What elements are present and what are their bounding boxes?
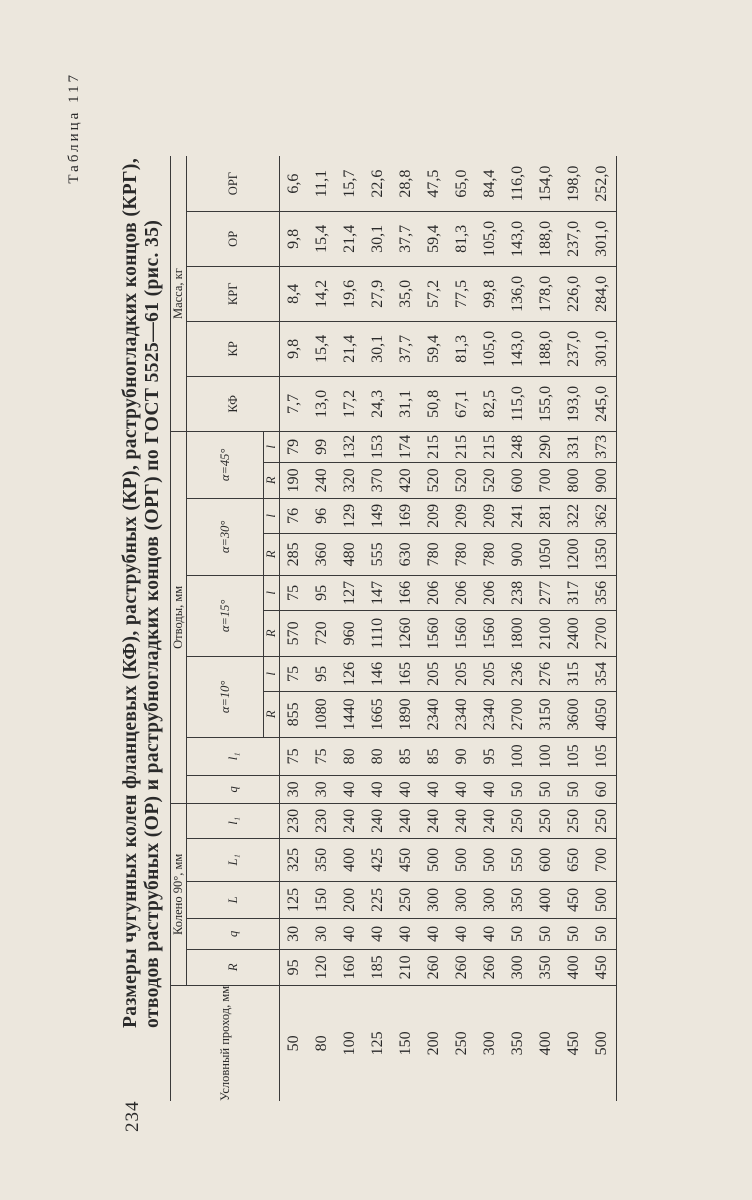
table-cell: 215 bbox=[448, 431, 476, 462]
header-knee-L: L bbox=[187, 881, 280, 918]
table-cell: 174 bbox=[392, 431, 420, 462]
table-cell: 160 bbox=[336, 949, 364, 985]
table-cell: 129 bbox=[336, 498, 364, 533]
table-cell: 50 bbox=[532, 775, 560, 803]
table-cell: 1260 bbox=[392, 610, 420, 656]
table-cell: 240 bbox=[308, 462, 336, 498]
table-cell: 146 bbox=[364, 656, 392, 691]
table-cell: 350 bbox=[504, 881, 532, 918]
table-cell: 166 bbox=[392, 575, 420, 610]
header-mass-KF: КФ bbox=[187, 376, 280, 431]
table-cell: 300 bbox=[448, 881, 476, 918]
table-cell: 22,6 bbox=[364, 156, 392, 211]
header-mass: Масса, кг bbox=[171, 156, 187, 431]
title-line-2: отводов раструбных (ОР) и раструбногладких концов (ОРГ) по ГОСТ 5525—61 (рис. 35) bbox=[142, 219, 163, 1028]
table-cell: 79 bbox=[280, 431, 309, 462]
table-body bbox=[280, 156, 617, 1101]
table-cell: 30 bbox=[308, 775, 336, 803]
header-angle-30: α=30° bbox=[187, 498, 264, 575]
table-cell: 105 bbox=[560, 737, 588, 775]
table-cell: 209 bbox=[448, 498, 476, 533]
table-cell: 600 bbox=[504, 462, 532, 498]
table-cell: 37,7 bbox=[392, 321, 420, 376]
table-cell: 230 bbox=[280, 803, 309, 838]
table-cell: 50 bbox=[588, 918, 617, 949]
header-a10-R: R bbox=[264, 691, 280, 737]
header-mass-OR: ОР bbox=[187, 211, 280, 266]
table-cell: 237,0 bbox=[560, 321, 588, 376]
table-cell: 400 bbox=[336, 838, 364, 881]
table-cell: 206 bbox=[420, 575, 448, 610]
table-cell: 200 bbox=[336, 881, 364, 918]
table-title bbox=[120, 128, 164, 1028]
row-conditional-passage: 100 bbox=[341, 1031, 358, 1056]
table-cell: 105 bbox=[588, 737, 617, 775]
table-row bbox=[308, 156, 336, 1101]
table-cell: 50 bbox=[560, 918, 588, 949]
table-cell: 30,1 bbox=[364, 321, 392, 376]
table-cell: 209 bbox=[476, 498, 504, 533]
table-cell: 13,0 bbox=[308, 376, 336, 431]
table-cell: 1050 bbox=[532, 533, 560, 575]
table-cell: 76 bbox=[280, 498, 309, 533]
header-bends: Отводы, мм bbox=[171, 431, 187, 803]
table-cell: 960 bbox=[336, 610, 364, 656]
table-cell: 520 bbox=[476, 462, 504, 498]
table-cell: 59,4 bbox=[420, 321, 448, 376]
table-cell: 237,0 bbox=[560, 211, 588, 266]
table-cell: 147 bbox=[364, 575, 392, 610]
table-cell: 300 bbox=[476, 881, 504, 918]
table-cell: 520 bbox=[420, 462, 448, 498]
table-cell: 252,0 bbox=[588, 156, 617, 211]
header-a15-R: R bbox=[264, 610, 280, 656]
header-knee: Колено 90°, мм bbox=[171, 803, 187, 985]
header-mass-KRG: КРГ bbox=[187, 266, 280, 321]
table-cell: 550 bbox=[504, 838, 532, 881]
table-cell: 245,0 bbox=[588, 376, 617, 431]
table-cell: 1080 bbox=[308, 691, 336, 737]
header-a45-l: l bbox=[264, 431, 280, 462]
row-conditional-passage: 200 bbox=[425, 1031, 442, 1056]
table-cell: 95 bbox=[280, 949, 309, 985]
table-cell: 400 bbox=[532, 881, 560, 918]
table-row bbox=[504, 156, 532, 1101]
header-mass-KR: КР bbox=[187, 321, 280, 376]
table-cell: 105,0 bbox=[476, 321, 504, 376]
table-cell: 900 bbox=[504, 533, 532, 575]
table-cell: 260 bbox=[420, 949, 448, 985]
table-cell: 105,0 bbox=[476, 211, 504, 266]
table-cell: 154,0 bbox=[532, 156, 560, 211]
table-cell: 4050 bbox=[588, 691, 617, 737]
table-cell: 356 bbox=[588, 575, 617, 610]
table-cell: 40 bbox=[336, 775, 364, 803]
table-cell: 40 bbox=[364, 775, 392, 803]
table-row bbox=[280, 156, 309, 1101]
row-conditional-passage: 400 bbox=[537, 1031, 554, 1056]
table-cell: 155,0 bbox=[532, 376, 560, 431]
table-cell: 40 bbox=[476, 775, 504, 803]
table-cell: 75 bbox=[280, 737, 309, 775]
table-cell: 169 bbox=[392, 498, 420, 533]
table-row bbox=[364, 156, 392, 1101]
table-cell: 370 bbox=[364, 462, 392, 498]
table-cell: 226,0 bbox=[560, 266, 588, 321]
table-cell: 150 bbox=[308, 881, 336, 918]
table-cell: 360 bbox=[308, 533, 336, 575]
table-cell: 115,0 bbox=[504, 376, 532, 431]
table-cell: 77,5 bbox=[448, 266, 476, 321]
table-cell: 50 bbox=[504, 918, 532, 949]
table-cell: 1560 bbox=[476, 610, 504, 656]
table-cell: 250 bbox=[504, 803, 532, 838]
table-cell: 47,5 bbox=[420, 156, 448, 211]
table-cell: 260 bbox=[448, 949, 476, 985]
table-cell: 320 bbox=[336, 462, 364, 498]
table-cell: 190 bbox=[280, 462, 309, 498]
table-cell: 11,1 bbox=[308, 156, 336, 211]
table-cell: 350 bbox=[532, 949, 560, 985]
table-cell: 260 bbox=[476, 949, 504, 985]
table-cell: 2340 bbox=[476, 691, 504, 737]
table-cell: 120 bbox=[308, 949, 336, 985]
table-cell: 400 bbox=[560, 949, 588, 985]
table-cell: 15,4 bbox=[308, 211, 336, 266]
table-cell: 27,9 bbox=[364, 266, 392, 321]
table-cell: 100 bbox=[504, 737, 532, 775]
table-cell: 30 bbox=[280, 775, 309, 803]
table-cell: 2340 bbox=[420, 691, 448, 737]
table-cell: 198,0 bbox=[560, 156, 588, 211]
table-cell: 3600 bbox=[560, 691, 588, 737]
table-cell: 855 bbox=[280, 691, 309, 737]
row-conditional-passage: 250 bbox=[453, 1031, 470, 1056]
table-cell: 205 bbox=[420, 656, 448, 691]
table-cell: 250 bbox=[560, 803, 588, 838]
table-cell: 82,5 bbox=[476, 376, 504, 431]
table-cell: 136,0 bbox=[504, 266, 532, 321]
table-cell: 99 bbox=[308, 431, 336, 462]
table-cell: 153 bbox=[364, 431, 392, 462]
table-cell: 500 bbox=[588, 881, 617, 918]
table-cell: 500 bbox=[476, 838, 504, 881]
table-cell: 99,8 bbox=[476, 266, 504, 321]
table-cell: 290 bbox=[532, 431, 560, 462]
table-cell: 354 bbox=[588, 656, 617, 691]
table-cell: 450 bbox=[392, 838, 420, 881]
table-cell: 322 bbox=[560, 498, 588, 533]
table-cell: 65,0 bbox=[448, 156, 476, 211]
table-cell: 215 bbox=[476, 431, 504, 462]
table-cell: 240 bbox=[364, 803, 392, 838]
table-cell: 720 bbox=[308, 610, 336, 656]
table-cell: 30,1 bbox=[364, 211, 392, 266]
table-cell: 50,8 bbox=[420, 376, 448, 431]
table-cell: 30 bbox=[308, 918, 336, 949]
row-conditional-passage: 300 bbox=[481, 1031, 498, 1056]
table-cell: 248 bbox=[504, 431, 532, 462]
table-cell: 240 bbox=[392, 803, 420, 838]
table-cell: 480 bbox=[336, 533, 364, 575]
table-cell: 75 bbox=[280, 656, 309, 691]
table-cell: 125 bbox=[280, 881, 309, 918]
header-knee-q: q bbox=[187, 918, 280, 949]
header-a15-l: l bbox=[264, 575, 280, 610]
table-cell: 700 bbox=[532, 462, 560, 498]
header-a30-l: l bbox=[264, 498, 280, 533]
table-cell: 40 bbox=[420, 918, 448, 949]
table-row bbox=[392, 156, 420, 1101]
table-cell: 350 bbox=[308, 838, 336, 881]
row-conditional-passage: 80 bbox=[313, 1035, 330, 1052]
header-knee-L1: L₁ bbox=[187, 838, 280, 881]
table-cell: 188,0 bbox=[532, 211, 560, 266]
table-cell: 1560 bbox=[448, 610, 476, 656]
table-label: Таблица 117 bbox=[66, 72, 82, 184]
table-cell: 14,2 bbox=[308, 266, 336, 321]
table-cell: 1560 bbox=[420, 610, 448, 656]
table-cell: 15,4 bbox=[308, 321, 336, 376]
table-cell: 31,1 bbox=[392, 376, 420, 431]
table-cell: 132 bbox=[336, 431, 364, 462]
table-cell: 2100 bbox=[532, 610, 560, 656]
table-cell: 40 bbox=[364, 918, 392, 949]
table-cell: 300 bbox=[504, 949, 532, 985]
table-cell: 81,3 bbox=[448, 321, 476, 376]
table-cell: 75 bbox=[280, 575, 309, 610]
table-cell: 95 bbox=[476, 737, 504, 775]
table-cell: 185 bbox=[364, 949, 392, 985]
table-cell: 21,4 bbox=[336, 211, 364, 266]
table-cell: 373 bbox=[588, 431, 617, 462]
table-cell: 500 bbox=[448, 838, 476, 881]
table-cell: 230 bbox=[308, 803, 336, 838]
table-cell: 205 bbox=[476, 656, 504, 691]
table-cell: 50 bbox=[560, 775, 588, 803]
table-cell: 277 bbox=[532, 575, 560, 610]
table-cell: 126 bbox=[336, 656, 364, 691]
table-cell: 40 bbox=[336, 918, 364, 949]
row-conditional-passage: 125 bbox=[369, 1031, 386, 1056]
table-row bbox=[532, 156, 560, 1101]
table-cell: 780 bbox=[476, 533, 504, 575]
table-cell: 300 bbox=[420, 881, 448, 918]
title-line-1: Размеры чугунных колен фланцевых (КФ), раструбных (КР), раструбногладких концов (КРГ), bbox=[120, 157, 141, 1028]
table-row bbox=[420, 156, 448, 1101]
table-cell: 9,8 bbox=[280, 321, 309, 376]
table-cell: 40 bbox=[420, 775, 448, 803]
table-cell: 780 bbox=[448, 533, 476, 575]
table-cell: 59,4 bbox=[420, 211, 448, 266]
table-cell: 500 bbox=[420, 838, 448, 881]
table-cell: 1440 bbox=[336, 691, 364, 737]
table-cell: 127 bbox=[336, 575, 364, 610]
table-cell: 240 bbox=[336, 803, 364, 838]
table-cell: 225 bbox=[364, 881, 392, 918]
table-row bbox=[336, 156, 364, 1101]
table-cell: 315 bbox=[560, 656, 588, 691]
table-cell: 40 bbox=[448, 918, 476, 949]
table-row bbox=[588, 156, 617, 1101]
table-cell: 143,0 bbox=[504, 211, 532, 266]
table-cell: 450 bbox=[560, 881, 588, 918]
table-cell: 188,0 bbox=[532, 321, 560, 376]
header-a10-l: l bbox=[264, 656, 280, 691]
header-a30-R: R bbox=[264, 533, 280, 575]
table-cell: 250 bbox=[392, 881, 420, 918]
header-a45-R: R bbox=[264, 462, 280, 498]
table-cell: 165 bbox=[392, 656, 420, 691]
table-cell: 1890 bbox=[392, 691, 420, 737]
table-cell: 40 bbox=[448, 775, 476, 803]
page-number: 234 bbox=[122, 1100, 143, 1132]
table-cell: 301,0 bbox=[588, 321, 617, 376]
table-cell: 178,0 bbox=[532, 266, 560, 321]
header-angle-15: α=15° bbox=[187, 575, 264, 656]
table-cell: 50 bbox=[504, 775, 532, 803]
table-row bbox=[448, 156, 476, 1101]
table-cell: 21,4 bbox=[336, 321, 364, 376]
table-cell: 80 bbox=[336, 737, 364, 775]
table-cell: 450 bbox=[588, 949, 617, 985]
table-cell: 17,2 bbox=[336, 376, 364, 431]
table-cell: 209 bbox=[420, 498, 448, 533]
table-cell: 241 bbox=[504, 498, 532, 533]
table-cell: 40 bbox=[476, 918, 504, 949]
table-cell: 215 bbox=[420, 431, 448, 462]
header-knee-R: R bbox=[187, 949, 280, 985]
table-cell: 800 bbox=[560, 462, 588, 498]
table-cell: 362 bbox=[588, 498, 617, 533]
table-cell: 95 bbox=[308, 656, 336, 691]
table-cell: 780 bbox=[420, 533, 448, 575]
table-cell: 240 bbox=[476, 803, 504, 838]
table-row bbox=[560, 156, 588, 1101]
table-cell: 650 bbox=[560, 838, 588, 881]
header-bend-q: q bbox=[187, 775, 280, 803]
table-cell: 210 bbox=[392, 949, 420, 985]
table-cell: 1200 bbox=[560, 533, 588, 575]
header-conditional-passage: Условный проход, мм bbox=[171, 985, 280, 1101]
table-cell: 100 bbox=[532, 737, 560, 775]
table-cell: 250 bbox=[532, 803, 560, 838]
header-mass-ORG: ОРГ bbox=[187, 156, 280, 211]
table-cell: 630 bbox=[392, 533, 420, 575]
table-cell: 7,7 bbox=[280, 376, 309, 431]
table-cell: 57,2 bbox=[420, 266, 448, 321]
table-cell: 67,1 bbox=[448, 376, 476, 431]
table-cell: 205 bbox=[448, 656, 476, 691]
table-cell: 85 bbox=[392, 737, 420, 775]
table-cell: 35,0 bbox=[392, 266, 420, 321]
table-cell: 2400 bbox=[560, 610, 588, 656]
table-row bbox=[476, 156, 504, 1101]
table-cell: 143,0 bbox=[504, 321, 532, 376]
table-cell: 15,7 bbox=[336, 156, 364, 211]
table-cell: 40 bbox=[392, 918, 420, 949]
table-cell: 193,0 bbox=[560, 376, 588, 431]
table-cell: 28,8 bbox=[392, 156, 420, 211]
table-cell: 700 bbox=[588, 838, 617, 881]
table-cell: 84,4 bbox=[476, 156, 504, 211]
table-cell: 206 bbox=[448, 575, 476, 610]
table-cell: 80 bbox=[364, 737, 392, 775]
table-cell: 24,3 bbox=[364, 376, 392, 431]
table-cell: 19,6 bbox=[336, 266, 364, 321]
header-angle-10: α=10° bbox=[187, 656, 264, 737]
table-cell: 1665 bbox=[364, 691, 392, 737]
table-cell: 1110 bbox=[364, 610, 392, 656]
table-cell: 30 bbox=[280, 918, 309, 949]
table-cell: 600 bbox=[532, 838, 560, 881]
table-cell: 317 bbox=[560, 575, 588, 610]
table-cell: 250 bbox=[588, 803, 617, 838]
table-cell: 116,0 bbox=[504, 156, 532, 211]
table-cell: 301,0 bbox=[588, 211, 617, 266]
table-cell: 37,7 bbox=[392, 211, 420, 266]
table-cell: 238 bbox=[504, 575, 532, 610]
table-cell: 1350 bbox=[588, 533, 617, 575]
dimensions-table bbox=[170, 156, 617, 1101]
header-angle-45: α=45° bbox=[187, 431, 264, 498]
table-cell: 9,8 bbox=[280, 211, 309, 266]
table-cell: 276 bbox=[532, 656, 560, 691]
row-conditional-passage: 350 bbox=[509, 1031, 526, 1056]
table-cell: 50 bbox=[532, 918, 560, 949]
table-cell: 331 bbox=[560, 431, 588, 462]
table-cell: 1800 bbox=[504, 610, 532, 656]
table-cell: 236 bbox=[504, 656, 532, 691]
table-cell: 2700 bbox=[588, 610, 617, 656]
table-cell: 6,6 bbox=[280, 156, 309, 211]
table-cell: 240 bbox=[420, 803, 448, 838]
header-bend-l1: l₁ bbox=[187, 737, 280, 775]
table-cell: 206 bbox=[476, 575, 504, 610]
table-cell: 96 bbox=[308, 498, 336, 533]
table-cell: 900 bbox=[588, 462, 617, 498]
table-cell: 520 bbox=[448, 462, 476, 498]
table-cell: 85 bbox=[420, 737, 448, 775]
table-cell: 40 bbox=[392, 775, 420, 803]
row-conditional-passage: 450 bbox=[565, 1031, 582, 1056]
table-cell: 81,3 bbox=[448, 211, 476, 266]
table-cell: 240 bbox=[448, 803, 476, 838]
table-cell: 95 bbox=[308, 575, 336, 610]
table-cell: 284,0 bbox=[588, 266, 617, 321]
table-cell: 90 bbox=[448, 737, 476, 775]
table-cell: 60 bbox=[588, 775, 617, 803]
table-cell: 555 bbox=[364, 533, 392, 575]
header-knee-l1: l₁ bbox=[187, 803, 280, 838]
table-cell: 2700 bbox=[504, 691, 532, 737]
table-cell: 285 bbox=[280, 533, 309, 575]
table-cell: 425 bbox=[364, 838, 392, 881]
table-cell: 149 bbox=[364, 498, 392, 533]
table-cell: 75 bbox=[308, 737, 336, 775]
row-conditional-passage: 500 bbox=[588, 985, 617, 1101]
table-cell: 3150 bbox=[532, 691, 560, 737]
table-cell: 570 bbox=[280, 610, 309, 656]
row-conditional-passage: 150 bbox=[397, 1031, 414, 1056]
table-cell: 2340 bbox=[448, 691, 476, 737]
table-cell: 281 bbox=[532, 498, 560, 533]
table-cell: 325 bbox=[280, 838, 309, 881]
table-cell: 420 bbox=[392, 462, 420, 498]
table-cell: 8,4 bbox=[280, 266, 309, 321]
row-conditional-passage: 50 bbox=[280, 985, 309, 1101]
